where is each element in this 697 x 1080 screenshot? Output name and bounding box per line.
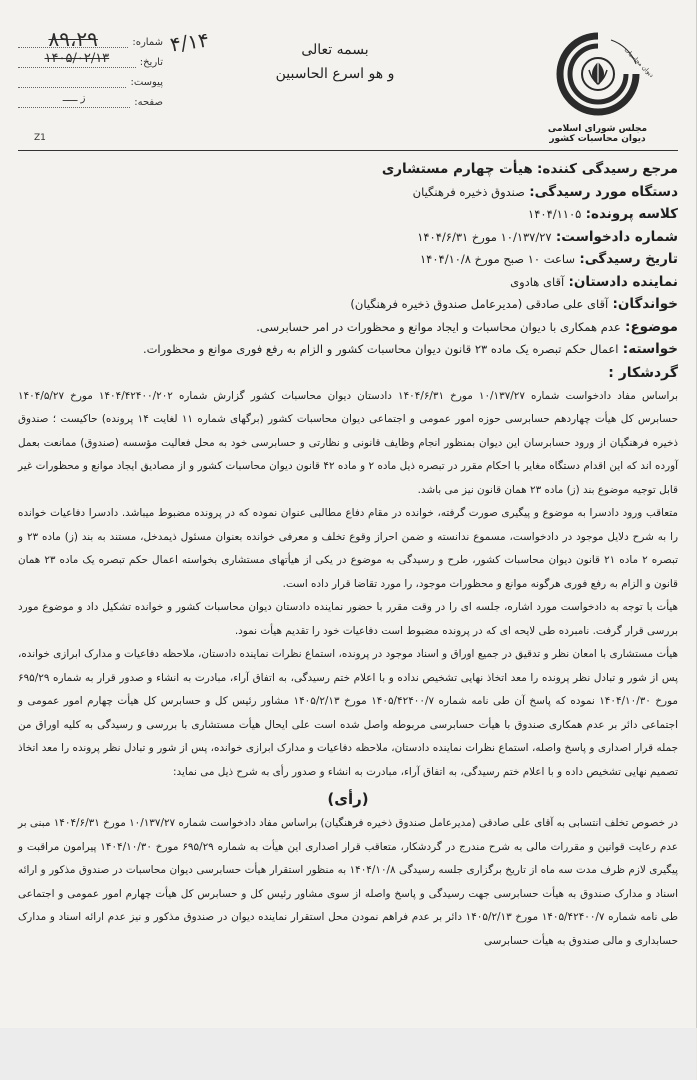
subject-label: موضوع:: [625, 318, 678, 335]
hearing-date-row: [18, 248, 678, 271]
bismillah-heading: [250, 42, 420, 82]
emblem-logo-icon: [553, 30, 655, 118]
defendants-label: خواندگان:: [612, 296, 678, 312]
attachment-value: [18, 71, 126, 88]
defendants-row: [18, 293, 678, 316]
request-number-row: [18, 226, 678, 249]
verdict-text: در خصوص تخلف انتسابی به آقای علی صادقی (مدیرعامل صندوق ذخیره فرهنگیان) براساس مفاد دادخواست شماره ۱۰/۱۳۷/۲۷ مورخ ۱۴۰۴/۶/۳۱ مبنی بر عدم رعایت قوانین و مقررات مالی به شرح مندرج در گردشکار، متعاقب قرار اصداری این هیأت به شماره ۶۹۵/۲۹ مورخ ۱۴۰۴/۱۰/۳۰ پیرامون مراقبت و پیگیری لازم ظرف مدت سه ماه از تاریخ برگزاری جلسه رسیدگی ۱۴۰۴/۱۰/۸ به منظور استقرار هیأت حسابرسی دیوان محاسبات در صندوق مذکور و ارائه اسناد و مدارک صندوق به هیأت حسابرسی جهت رسیدگی و پاسخ واصله از سوی مشاور رئیس کل و حسابرس کل هیأت چهارم امور عمومی و اجتماعی طی نامه شماره ۱۴۰۵/۴۲۴۰۰/۷ مورخ ۱۴۰۵/۲/۱۳ دائر بر عدم فراهم نمودن محل استقرار نماینده دیوان در صندوق مذکور و نیز عدم ارائه اسناد و مدارک حسابداری و مالی صندوق به هیأت حسابرسی: [17, 817, 679, 947]
defendants-value: آقای علی صادقی (مدیرعامل صندوق ذخیره فرهنگیان): [350, 297, 609, 311]
letter-number-label: شماره:: [132, 37, 163, 48]
subject-value: عدم همکاری با دیوان محاسبات و ایجاد موانع و محظورات در امر حسابرسی.: [256, 319, 621, 334]
letter-date-field: [18, 48, 163, 68]
reviewer-value: هیأت چهارم مستشاری: [381, 161, 533, 177]
page-label: صفحه:: [134, 97, 163, 108]
header-divider: [18, 150, 678, 151]
file-class-value: ۱۴۰۴/۱۱۰۵: [528, 207, 582, 221]
letter-number-value: ۸۹،۲۹: [18, 31, 128, 48]
request-label: خواسته:: [622, 341, 678, 357]
bismillah-line-1: بسمه تعالی: [301, 42, 369, 58]
hearing-date-label: تاریخ رسیدگی:: [579, 251, 678, 267]
court-of-audit-emblem: [540, 30, 655, 150]
hearing-date-value: ساعت ۱۰ صبح مورخ ۱۴۰۴/۱۰/۸: [420, 252, 576, 266]
request-value: اعمال حکم تبصره یک ماده ۲۳ قانون دیوان محاسبات کشور و الزام به رفع فوری موانع و محظورات.: [142, 342, 619, 356]
letter-reference-fields: [18, 28, 163, 108]
reviewer-label: مرجع رسیدگی کننده:: [536, 161, 678, 177]
entity-label: دستگاه مورد رسیدگی:: [529, 183, 678, 200]
prosecutor-rep-value: آقای هادوی: [510, 274, 565, 289]
request-number-value: ۱۰/۱۳۷/۲۷ مورخ ۱۴۰۴/۶/۳۱: [417, 229, 552, 244]
prosecutor-rep-label: نماینده دادستان:: [568, 273, 678, 290]
handwritten-note: ۴/۱۴: [168, 27, 211, 57]
page-field: [18, 88, 163, 108]
request-number-label: شماره دادخواست:: [555, 228, 678, 245]
reviewer-row: [18, 158, 678, 181]
letter-date-value: ۱۴۰۵/۰۲/۱۳: [18, 51, 136, 68]
ruling-body: [18, 158, 678, 953]
entity-row: [18, 181, 678, 204]
file-class-label: کلاسه پرونده:: [585, 206, 678, 222]
letter-date-label: تاریخ:: [139, 57, 163, 68]
verdict-title: (رأی): [327, 790, 369, 808]
form-code: Z1: [34, 133, 46, 143]
report-paragraph-2: متعاقب ورود دادسرا به موضوع و پیگیری صورت گرفته، خوانده در مقام دفاع مطالبی عنوان نموده که در پرونده مضبوط میباشد. دادسرا دفاعیات خوانده را به شرح دلایل موجود در دادخواست، مسموع ندانسته و ضمن احراز وقوع تخلف و معرفی خوانده بعنوان مسئول ذیمدخل، مستند به بند (ز) ماده ۲۳ و تبصره ۲ ماده ۲۱ قانون دیوان محاسبات کشور، طرح و رسیدگی به موضوع در یکی از هیأتهای مستشاری بخواسته اعمال حکم تبصره یک ماده ۲۳ همان قانون و الزام به رفع فوری هرگونه موانع و محظورات موجود، را مورد تقاضا قرار داده است.: [18, 507, 678, 590]
report-title: گردشکار :: [608, 364, 678, 381]
report-paragraph-1: براساس مفاد دادخواست شماره ۱۰/۱۳۷/۲۷ مورخ ۱۴۰۴/۶/۳۱ دادستان دیوان محاسبات کشور گزارش شماره ۱۴۰۴/۴۲۴۰۰/۲۰۲ مورخ ۱۴۰۴/۵/۲۷ حسابرس کل هیأت چهاردهم حسابرسی حوزه امور عمومی و اجتماعی دیوان محاسبات کشور (برگهای شماره ۱۱ لغایت ۱۴ پرونده) حاکیست ؛ صندوق ذخیره فرهنگیان از ورود حسابرسان این دیوان بمنظور انجام وظایف قانونی و نظارتی و حسابرسی خود به محل فعالیت مؤسسه (صندوق) ممانعت بعمل آورده اند که این اقدام دستگاه مغایر با احکام مقرر در تبصره ذیل ماده ۲ و ماده ۴۲ قانون دیوان محاسبات کشور و از مصادیق ایجاد موانع و محظورات غیر قابل توجیه موضوع بند (ز) ماده ۲۳ همان قانون نیز می باشد.: [18, 389, 679, 496]
file-class-row: [18, 203, 678, 226]
subject-row: [18, 316, 678, 339]
letter-number-field: [18, 27, 163, 51]
page-value: ز ـــــ: [18, 91, 130, 108]
entity-value: صندوق ذخیره فرهنگیان: [412, 184, 525, 199]
attachment-field: [18, 68, 163, 88]
court-of-audit-name: دیوان محاسبات کشور: [549, 134, 646, 144]
prosecutor-rep-row: [18, 271, 678, 294]
bismillah-line-2: و هو اسرع الحاسبین: [275, 66, 395, 82]
background-below-page: [0, 1028, 696, 1080]
report-paragraph-4: هیأت مستشاری با امعان نظر و تدقیق در جمیع اوراق و اسناد موجود در پرونده، استماع نظرات نماینده دادستان، ملاحظه دفاعیات و مدارک ابرازی خوانده، پس از شور و تبادل نظر پرونده را معد اتخاذ نهایی تشخیص نداده و با اعلام ختم رسیدگی، به اتفاق آراء، مبادرت به انشاء و صدور قرار به شماره ۶۹۵/۲۹ مورخ ۱۴۰۴/۱۰/۳۰ نموده که پاسخ آن طی نامه شماره ۱۴۰۵/۴۲۴۰۰/۷ مورخ ۱۴۰۵/۲/۱۳ مشاور رئیس کل و حسابرس کل هیأت چهارم امور عمومی و اجتماعی دائر بر عدم همکاری صندوق با هیأت حسابرسی مربوطه واصل شده است علی ایحال هیأت مستشاری با بررسی و رسیدگی به کلیه اوراق من جمله قرار اصداری و پاسخ واصله، استماع نظرات نماینده دادستان، ملاحظه دفاعیات و مدارک ابرازی خوانده، پس از شور و تبادل نظر پرونده را معد اتخاذ تصمیم نهایی تشخیص داده و با اعلام ختم رسیدگی، به اتفاق آراء، مبادرت به انشاء و صدور رأی به شرح ذیل می نماید:: [18, 648, 679, 778]
parliament-name: مجلس شورای اسلامی: [547, 124, 648, 134]
report-paragraph-3: هیأت با توجه به دادخواست مورد اشاره، جلسه ای را در وقت مقرر با حضور نماینده دادستان دیوان محاسبات کشور و خوانده تشکیل داد و موضوع مورد بررسی قرار گرفت. نامبرده طی لایحه ای که در پرونده مضبوط است دفاعیات خود را تقدیم هیأت نمود.: [18, 601, 678, 637]
emblem-ring-text: دیوان محاسبات: [622, 46, 655, 79]
attachment-label: پیوست:: [130, 77, 163, 88]
request-row: [18, 338, 678, 361]
